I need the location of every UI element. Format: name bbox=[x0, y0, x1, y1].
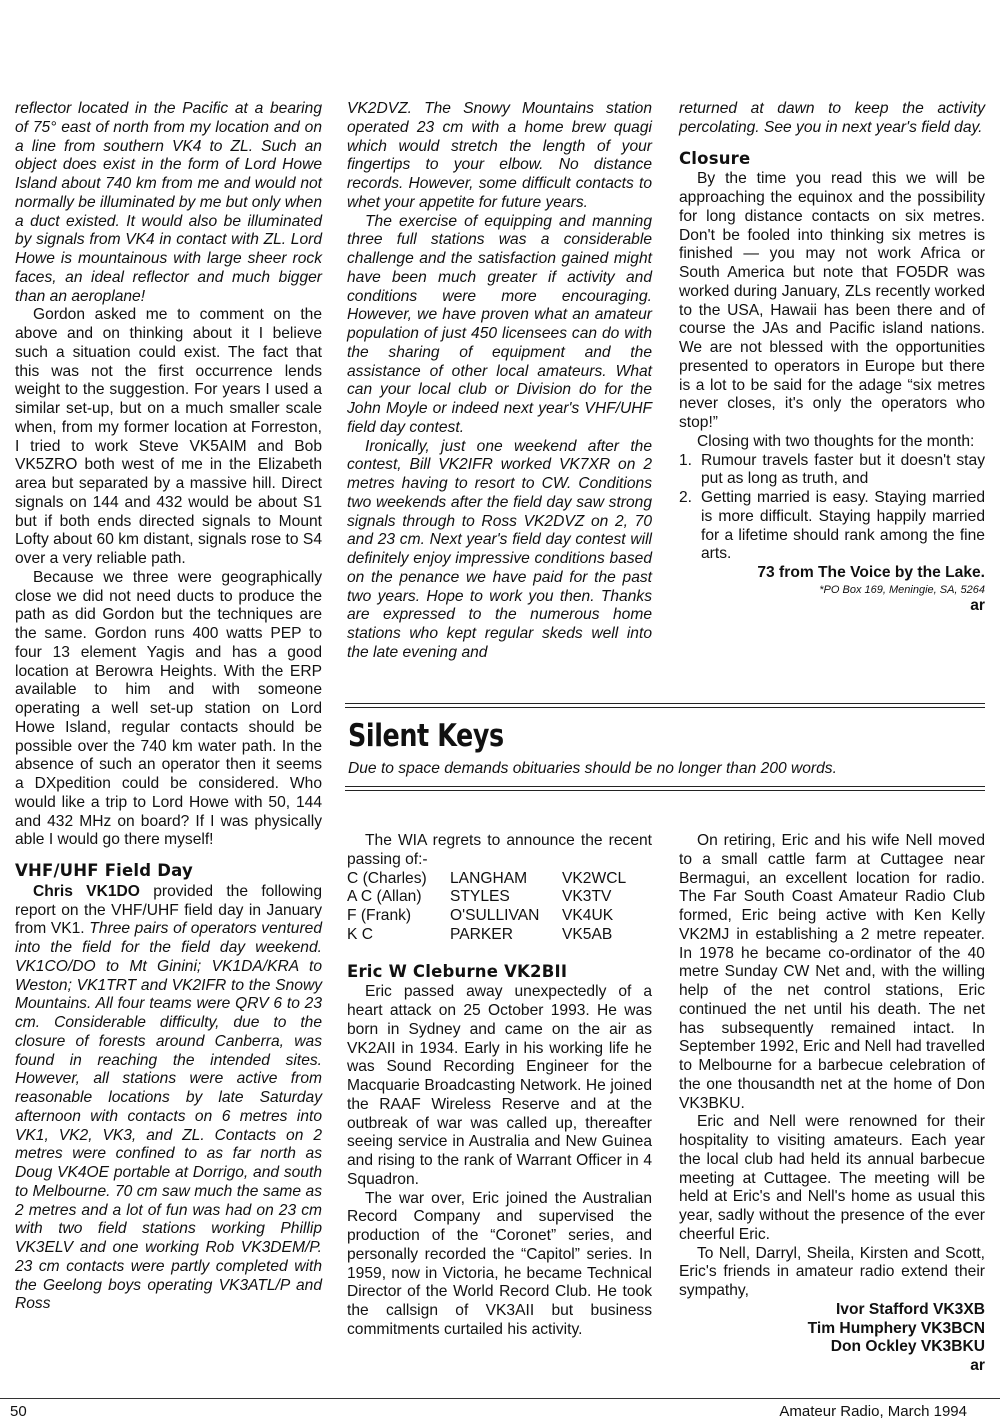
col2-paragraph-3: Ironically, just one weekend after the contest, Bill VK2IFR worked VK7XR on 2 metres having to resort to CW. Conditions two weekends after the field day saw strong signals through to Ross VK2DVZ on 2, 70 and 23 cm. Next year's field day contest will definitely enjoy impressive conditions based on the penance we have paid for the past two years. Hope to work you then. Thanks are expressed to the numerous home stations who kept regular skeds well into the late evening and bbox=[347, 437, 652, 661]
section-rule-top bbox=[345, 703, 985, 704]
column-3-bottom bbox=[679, 832, 985, 1376]
signer: Don Ockley VK3BKU bbox=[830, 1338, 985, 1356]
list-item: 1. Rumour travels faster but it doesn't stay put as long as truth, and bbox=[679, 451, 985, 488]
thoughts-list bbox=[679, 452, 985, 565]
col2-paragraph-1: VK2DVZ. The Snowy Mountains station operated 23 cm with a home brew quagi which would stretch the length of your fingertips to your elbow. No distance records. However, some difficult contacts to whet your appetite for future years. bbox=[347, 100, 652, 211]
table-row: F (Frank) O'SULLIVAN VK4UK bbox=[347, 907, 614, 924]
table-row: K C PARKER VK5AB bbox=[347, 925, 613, 943]
publication-info: Amateur Radio, March 1994 bbox=[779, 1403, 967, 1420]
end-mark: ar bbox=[970, 1357, 985, 1374]
obit-paragraph-3: On retiring, Eric and his wife Nell moved to a small cattle farm at Cuttagee near Bermagui, an excellent location for radio. The Far South Coast Amateur Radio Club formed, Eric being active with Ken Kelly VK2MJ in establishing a 2 metre repeater. In 1978 he became co-ordinator of the 40 metre Sunday CW Net and, with the willing help of the net control stations, Eric continued the net until his death. The net has subsequently remained intact. In September 1992, Eric and Nell had travelled to Melbourne for a barbecue celebration of the one thousandth net at the home of Don VK3BKU. bbox=[679, 832, 985, 1112]
list-item: 2. Getting married is easy. Staying married is more difficult. Staying happily married for a lifetime should rank among the fine arts. bbox=[679, 489, 985, 563]
section-subtitle: Due to space demands obituaries should be no longer than 200 words. bbox=[348, 760, 837, 777]
column-2-bottom bbox=[347, 832, 652, 1340]
col2-paragraph-2: The exercise of equipping and manning three full stations was a considerable challenge and the satisfaction gained might have been much greater if activity and conditions were more encouraging. However, we have proven what an amateur population of just 450 licensees can do with the sharing of equipment and the assistance of other local amateurs. What can your local club or Division do for the John Moyle or indeed next year's VHF/UHF field day contest. bbox=[347, 212, 652, 436]
author-name: Chris VK1DO bbox=[33, 882, 140, 900]
end-mark: ar bbox=[970, 596, 985, 614]
heading-closure: Closure bbox=[679, 148, 751, 168]
obit-paragraph-1: Eric passed away unexpectedly of a heart attack on 25 October 1993. He was born in Sydney and came on the air as VK2AII in 1934. Early in his working life he was Sound Recording Engineer for the Macquarie Broadcasting Network. He joined the RAAF Wireless Reserve and at the outbreak of war was called up, thereafter seeing service in Australia and New Guinea and rising to the rank of Warrant Officer in 4 Squadron. bbox=[347, 983, 652, 1188]
col1-paragraph-3: Because we three were geographically close we did not need ducts to produce the path as did Gordon but the techniques are the same. Gordon runs 400 watts PEP to four 13 element Yagis and has a good location at Berowra Heights. With the ERP available to him and with someone operating a well set-up station on Lord Howe Island, regular contacts should be possible over the 740 km water path. In the absence of such an operator then it seems a DXpedition could be considered. Who would like a trip to Lord Howe with 50, 144 and 432 MHz on board? If I was physically able I would go there myself! bbox=[15, 568, 322, 849]
signer: Ivor Stafford VK3XB bbox=[835, 1300, 985, 1318]
page-number: 50 bbox=[10, 1403, 27, 1420]
signoff: 73 from The Voice by the Lake. bbox=[757, 564, 985, 581]
obit-paragraph-2: The war over, Eric joined the Australian Record Company and supervised the production of the “Coronet” series, and personally recorded the “Capitol” series. In 1959, now in Victoria, he became Technical Director of the World Record Club. He took the callsign of VK3AII but business commitments curtailed his activity. bbox=[347, 1189, 652, 1338]
obit-paragraph-5: To Nell, Darryl, Sheila, Kirsten and Scott, Eric's friends in amateur radio extend their sympathy, bbox=[679, 1244, 985, 1299]
col3-paragraph-2: By the time you read this we will be approaching the equinox and the possibility for long distance contacts on six metres. Don't be fooled into thinking six metres is finished — you may not work Africa or South America but note that FO5DR was worked during January, ZLs recently worked to the USA, Hawaii has been there and of course the JAs and Pacific island nations. We are not blessed with the opportunities presented to operators in Europe but there is a lot to be said for the adage “six metres never closes, it's only the operators who stop!” bbox=[679, 170, 985, 431]
section-title: Silent Keys bbox=[348, 718, 504, 754]
report-intro: provided the following report on the VHF/UHF field day in January from VK1. bbox=[15, 882, 323, 938]
heading-field-day: VHF/UHF Field Day bbox=[15, 861, 193, 880]
col3-paragraph-3: Closing with two thoughts for the month: bbox=[697, 432, 975, 450]
passings-table bbox=[347, 870, 626, 945]
col1-paragraph-4 bbox=[15, 883, 322, 1314]
obituary-heading: Eric W Cleburne VK2BII bbox=[347, 961, 568, 981]
section-rule-top-thin bbox=[345, 707, 985, 708]
column-2-top bbox=[347, 100, 652, 663]
author-address: *PO Box 169, Meningie, SA, 5264 bbox=[819, 583, 985, 596]
column-3-top bbox=[679, 100, 985, 616]
section-rule-bottom-thin bbox=[345, 790, 985, 791]
signer: Tim Humphery VK3BCN bbox=[807, 1319, 985, 1337]
wia-intro: The WIA regrets to announce the recent passing of:- bbox=[347, 832, 652, 868]
col3-paragraph-1: returned at dawn to keep the activity percolating. See you in next year's field day. bbox=[679, 100, 985, 136]
obit-paragraph-4: Eric and Nell were renowned for their hospitality to visiting amateurs. Each year the local club had held its annual barbecue meeting at Cuttagee. The meeting will be held at Eric's and Nell's home as usual this year, sadly without the presence of the ever cheerful Eric. bbox=[679, 1113, 985, 1243]
col1-paragraph-1: reflector located in the Pacific at a bearing of 75° east of north from my location and on a line from southern VK4 to ZL. Such an object does exist in the form of Lord Howe Island about 740 km from me and would not normally be illuminated by me but only when a duct existed. It would also be illuminated by signals from VK4 in contact with ZL. Lord Howe is mountainous with large sheer rock faces, an ideal reflector and much bigger than an aeroplane! bbox=[15, 100, 322, 305]
table-row: C (Charles) LANGHAM VK2WCL bbox=[347, 869, 627, 887]
table-row: A C (Allan) STYLES VK3TV bbox=[347, 888, 612, 906]
footer-rule bbox=[0, 1398, 1000, 1399]
section-rule-bottom bbox=[345, 786, 985, 787]
column-1 bbox=[15, 100, 322, 1314]
col1-paragraph-2: Gordon asked me to comment on the above and on thinking about it I believe such a situation could exist. The fact that this was not the first occurrence lends weight to the suggestion. For years I used a similar set-up, but on a much smaller scale when, from my former location at Forreston, I tried to work Steve VK5AIM and Bob VK5ZRO both west of me in the Elizabeth area but separated by a massive hill. Direct signals on 144 and 432 would be about S1 but if both ends directed signals to Mount Lofty about 60 km distant, signals rose to S4 over a very reliable path. bbox=[15, 306, 322, 567]
report-body: Three pairs of operators ventured into the field for the field day weekend. VK1CO/DO to Mt Ginini; VK1DA/KRA to Weston; VK1TRT and VK2IFR to the Snowy Mountains. All four teams were QRV 6 to 23 cm. Considerable difficulty, due to the closure of forests around Canberra, was found in reaching the intended sites. However, all stations were active from reasonable locations by late Saturday afternoon with contacts on 6 metres into VK1, VK2, VK3, and ZL. Contacts on 2 metres were confined to as far north as Doug VK4OE portable at Dorrigo, and south to Melbourne. 70 cm saw much the same as 2 metres and a lot of fun was had on 23 cm with two field stations working Phillip VK3ELV and one working Rob VK3DEM/P. 23 cm contacts were partly completed with the Geelong boys operating VK3ATL/P and Ross bbox=[15, 920, 322, 1313]
